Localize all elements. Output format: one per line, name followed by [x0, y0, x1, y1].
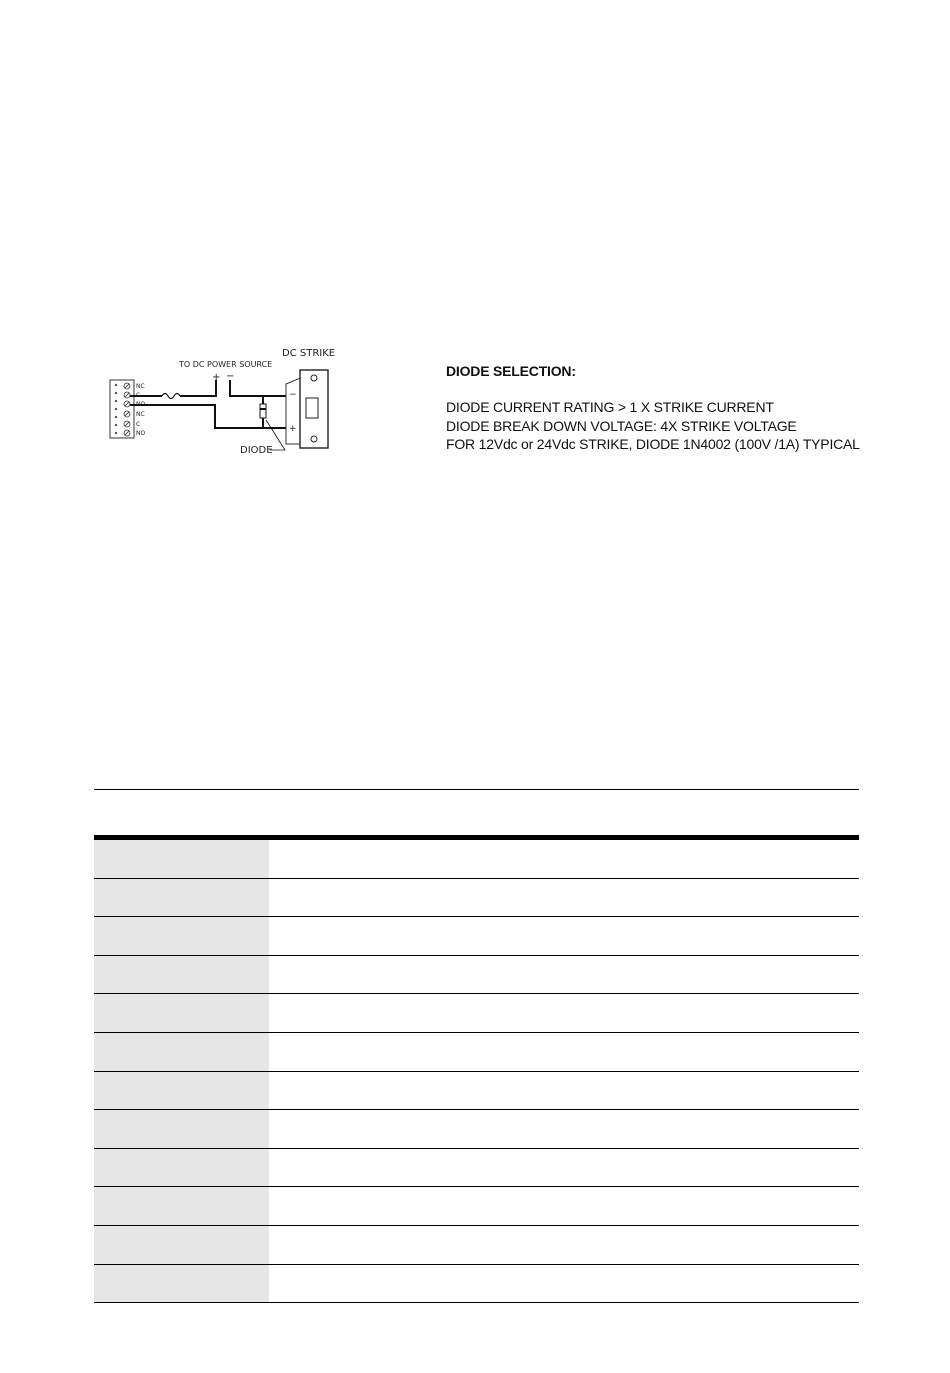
table-row: [94, 1032, 859, 1071]
diode-typical-part-line: FOR 12Vdc or 24Vdc STRIKE, DIODE 1N4002 (100V /1A) TYPICAL: [446, 436, 860, 453]
spec-value-cell: [269, 1071, 859, 1110]
spec-label-cell: [94, 1225, 269, 1264]
spec-label-cell: [94, 1071, 269, 1110]
table-row: [94, 917, 859, 956]
table-row: [94, 1264, 859, 1303]
terminal-label-no-1: NO: [136, 401, 146, 408]
spec-value-cell: [269, 1148, 859, 1187]
spec-value-cell: [269, 1187, 859, 1226]
table-row: [94, 1110, 859, 1149]
table-row: [94, 955, 859, 994]
power-source-label: TO DC POWER SOURCE: [179, 360, 273, 369]
terminal-label-c-2: C: [136, 421, 141, 428]
terminal-label-c-1: C: [136, 392, 141, 399]
spec-value-cell: [269, 1032, 859, 1071]
diode-label: DIODE: [240, 445, 273, 456]
spec-label-cell: [94, 994, 269, 1033]
power-minus-sign: −: [226, 371, 235, 382]
strike-plus-sign: +: [289, 424, 297, 434]
spec-label-cell: [94, 1148, 269, 1187]
spec-label-cell: [94, 955, 269, 994]
spec-value-cell: [269, 878, 859, 917]
strike-body: [286, 370, 328, 448]
terminal-block: [110, 380, 145, 438]
spec-label-cell: [94, 1110, 269, 1149]
power-plus-sign: +: [212, 372, 221, 383]
dc-strike-title: DC STRIKE: [282, 348, 336, 359]
spec-value-cell: [269, 994, 859, 1033]
terminal-label-nc-2: NC: [136, 411, 145, 418]
spec-value-cell: [269, 917, 859, 956]
table-row: [94, 1187, 859, 1226]
table-row: [94, 994, 859, 1033]
strike-minus-sign: −: [289, 390, 297, 400]
spec-label-cell: [94, 838, 269, 879]
diode-selection-heading: DIODE SELECTION:: [446, 363, 576, 379]
diode-symbol: [260, 404, 266, 418]
spec-table: [94, 835, 859, 1303]
wiring-diagram-svg: [100, 340, 350, 460]
table-row: [94, 1225, 859, 1264]
wiring-diagram: [100, 340, 350, 460]
terminal-label-nc-1: NC: [136, 383, 145, 390]
spec-label-cell: [94, 1264, 269, 1303]
spec-value-cell: [269, 955, 859, 994]
spec-label-cell: [94, 1032, 269, 1071]
terminal-label-no-2: NO: [136, 430, 146, 437]
spec-label-cell: [94, 1187, 269, 1226]
spec-value-cell: [269, 1264, 859, 1303]
spec-value-cell: [269, 1225, 859, 1264]
spec-value-cell: [269, 1110, 859, 1149]
table-row: [94, 838, 859, 879]
spec-label-cell: [94, 917, 269, 956]
section-divider: [94, 789, 859, 790]
spec-label-cell: [94, 878, 269, 917]
diode-breakdown-voltage-line: DIODE BREAK DOWN VOLTAGE: 4X STRIKE VOLTAGE: [446, 417, 797, 434]
table-row: [94, 1148, 859, 1187]
table-row: [94, 878, 859, 917]
diode-current-rating-line: DIODE CURRENT RATING > 1 X STRIKE CURRENT: [446, 399, 774, 416]
spec-value-cell: [269, 838, 859, 879]
table-row: [94, 1071, 859, 1110]
diode-selection-notes: [446, 362, 926, 454]
